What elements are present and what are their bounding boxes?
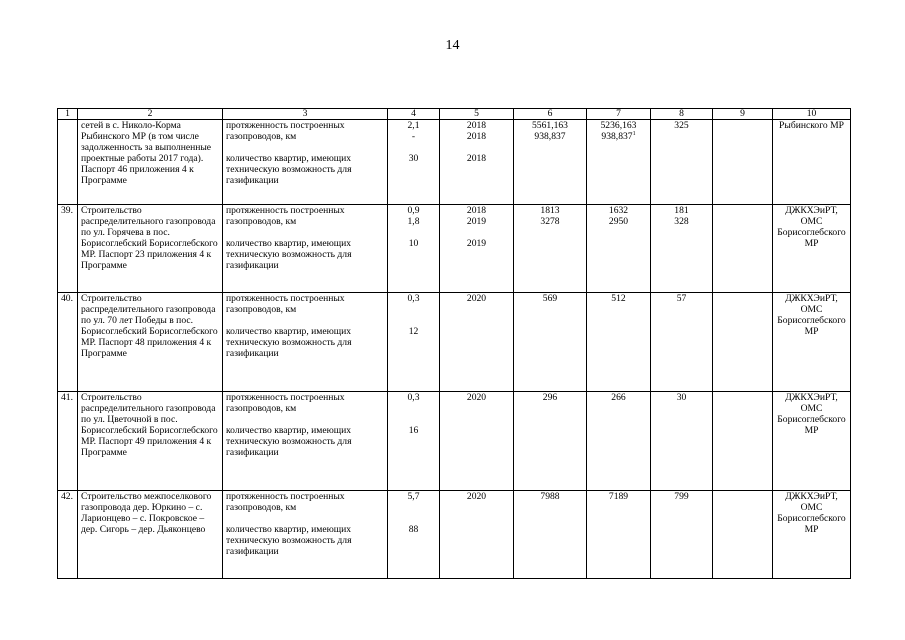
header-cell-5: 5 (440, 109, 514, 120)
total-cost: 569 (514, 293, 587, 392)
value-length: 0,3 (407, 392, 420, 403)
value-apartments: 88 (408, 524, 419, 535)
value-length: 0,3 (407, 293, 420, 304)
years: 2020 (440, 392, 514, 491)
program-table (57, 108, 851, 579)
executor: ДЖКХЭиРТ, ОМС Борисоглебского МР (773, 392, 851, 491)
table-row (58, 293, 851, 392)
total-cost-1: 5561,163 (532, 120, 568, 131)
value-length: 0,9 (407, 205, 420, 216)
indicator-apartments: количество квартир, имеющих техническую возможность для газификации (226, 524, 352, 557)
local-cost: 57 (651, 293, 713, 392)
regional-cost (587, 205, 651, 293)
years (440, 205, 514, 293)
executor: Рыбинского МР (773, 120, 851, 205)
years: 2020 (440, 293, 514, 392)
value-length-2: 1,8 (407, 216, 420, 227)
indicator-apartments: количество квартир, имеющих техническую возможность для газификации (226, 326, 352, 359)
indicator-apartments: количество квартир, имеющих техническую возможность для газификации (226, 153, 352, 186)
empty-cell (713, 120, 773, 205)
indicator-length: протяженность построенных газопроводов, км (226, 205, 345, 227)
value-apartments: 10 (408, 238, 419, 249)
years (440, 120, 514, 205)
header-row (58, 109, 851, 120)
measure-name: Строительство распределительного газопровода по ул. 70 лет Победы в пос. Борисоглебский Борисоглебского МР. Паспорт 48 приложения 4 к Программе (78, 293, 223, 392)
row-number: 41. (58, 392, 78, 491)
measure-name: сетей в с. Николо-Корма Рыбинского МР (в том числе задолженность за выполненные проектные работы 2017 года). Паспорт 46 приложения 4 к Программе (78, 120, 223, 205)
total-cost (514, 205, 587, 293)
local-cost: 325 (651, 120, 713, 205)
indicator-values (388, 491, 440, 579)
empty-cell (713, 491, 773, 579)
indicator-apartments: количество квартир, имеющих техническую возможность для газификации (226, 238, 352, 271)
total-cost: 7988 (514, 491, 587, 579)
indicator-values (388, 392, 440, 491)
value-length-2: - (411, 131, 416, 142)
regional-cost: 266 (587, 392, 651, 491)
regional-cost-1: 1632 (608, 205, 629, 216)
local-cost: 799 (651, 491, 713, 579)
measure-name: Строительство межпоселкового газопровода дер. Юркино – с. Ларионцево – с. Покровское – дер. Сигорь – дер. Дьяконцево (78, 491, 223, 579)
executor: ДЖКХЭиРТ, ОМС Борисоглебского МР (773, 205, 851, 293)
row-number: 42. (58, 491, 78, 579)
year-1: 2018 (466, 120, 487, 131)
value-length: 2,1 (407, 120, 420, 131)
empty-cell (713, 205, 773, 293)
regional-cost-2 (590, 131, 647, 142)
measure-name: Строительство распределительного газопровода по ул. Горячева в пос. Борисоглебский Борисоглебского МР. Паспорт 23 приложения 4 к Программе (78, 205, 223, 293)
indicators (223, 120, 388, 205)
header-cell-6: 6 (514, 109, 587, 120)
indicators (223, 205, 388, 293)
value-length: 5,7 (407, 491, 420, 502)
regional-cost: 512 (587, 293, 651, 392)
local-cost (651, 205, 713, 293)
value-apartments: 30 (408, 153, 419, 164)
executor: ДЖКХЭиРТ, ОМС Борисоглебского МР (773, 491, 851, 579)
total-cost: 296 (514, 392, 587, 491)
total-cost-2: 3278 (540, 216, 560, 227)
indicator-apartments: количество квартир, имеющих техническую возможность для газификации (226, 425, 352, 458)
table-row (58, 120, 851, 205)
year-3: 2018 (466, 153, 487, 164)
row-number: 39. (58, 205, 78, 293)
regional-cost-2-value: 938,837 (601, 131, 633, 142)
regional-cost: 7189 (587, 491, 651, 579)
total-cost-1: 1813 (540, 205, 560, 216)
total-cost (514, 120, 587, 205)
indicators (223, 392, 388, 491)
local-cost-2: 328 (674, 216, 689, 227)
local-cost: 30 (651, 392, 713, 491)
indicator-length: протяженность построенных газопроводов, км (226, 293, 345, 315)
indicator-length: протяженность построенных газопроводов, км (226, 120, 345, 142)
value-apartments: 16 (408, 425, 419, 436)
header-cell-3: 3 (223, 109, 388, 120)
header-cell-2: 2 (78, 109, 223, 120)
indicators (223, 491, 388, 579)
table-row (58, 491, 851, 579)
indicator-values (388, 120, 440, 205)
local-cost-1: 181 (674, 205, 689, 216)
row-number (58, 120, 78, 205)
indicator-values (388, 205, 440, 293)
measure-name: Строительство распределительного газопровода по ул. Цветочной в пос. Борисоглебский Борисоглебского МР. Паспорт 49 приложения 4 к Программе (78, 392, 223, 491)
empty-cell (713, 392, 773, 491)
header-cell-1: 1 (58, 109, 78, 120)
regional-cost-1: 5236,163 (600, 120, 637, 131)
header-cell-7: 7 (587, 109, 651, 120)
regional-cost-2: 2950 (608, 216, 629, 227)
indicator-length: протяженность построенных газопроводов, км (226, 392, 345, 414)
row-number: 40. (58, 293, 78, 392)
value-apartments: 12 (408, 326, 419, 337)
year-2: 2018 (466, 131, 487, 142)
header-cell-4: 4 (388, 109, 440, 120)
executor: ДЖКХЭиРТ, ОМС Борисоглебского МР (773, 293, 851, 392)
total-cost-2: 938,837 (534, 131, 566, 142)
header-cell-8: 8 (651, 109, 713, 120)
years: 2020 (440, 491, 514, 579)
year-1: 2018 (466, 205, 487, 216)
regional-cost (587, 120, 651, 205)
footnote-mark: 1 (632, 130, 636, 137)
table-row (58, 392, 851, 491)
indicators (223, 293, 388, 392)
indicator-values (388, 293, 440, 392)
year-2: 2019 (466, 216, 487, 227)
empty-cell (713, 293, 773, 392)
indicator-length: протяженность построенных газопроводов, км (226, 491, 345, 513)
header-cell-9: 9 (713, 109, 773, 120)
page-number: 14 (445, 38, 460, 53)
year-3: 2019 (466, 238, 487, 249)
header-cell-10: 10 (773, 109, 851, 120)
table-row (58, 205, 851, 293)
